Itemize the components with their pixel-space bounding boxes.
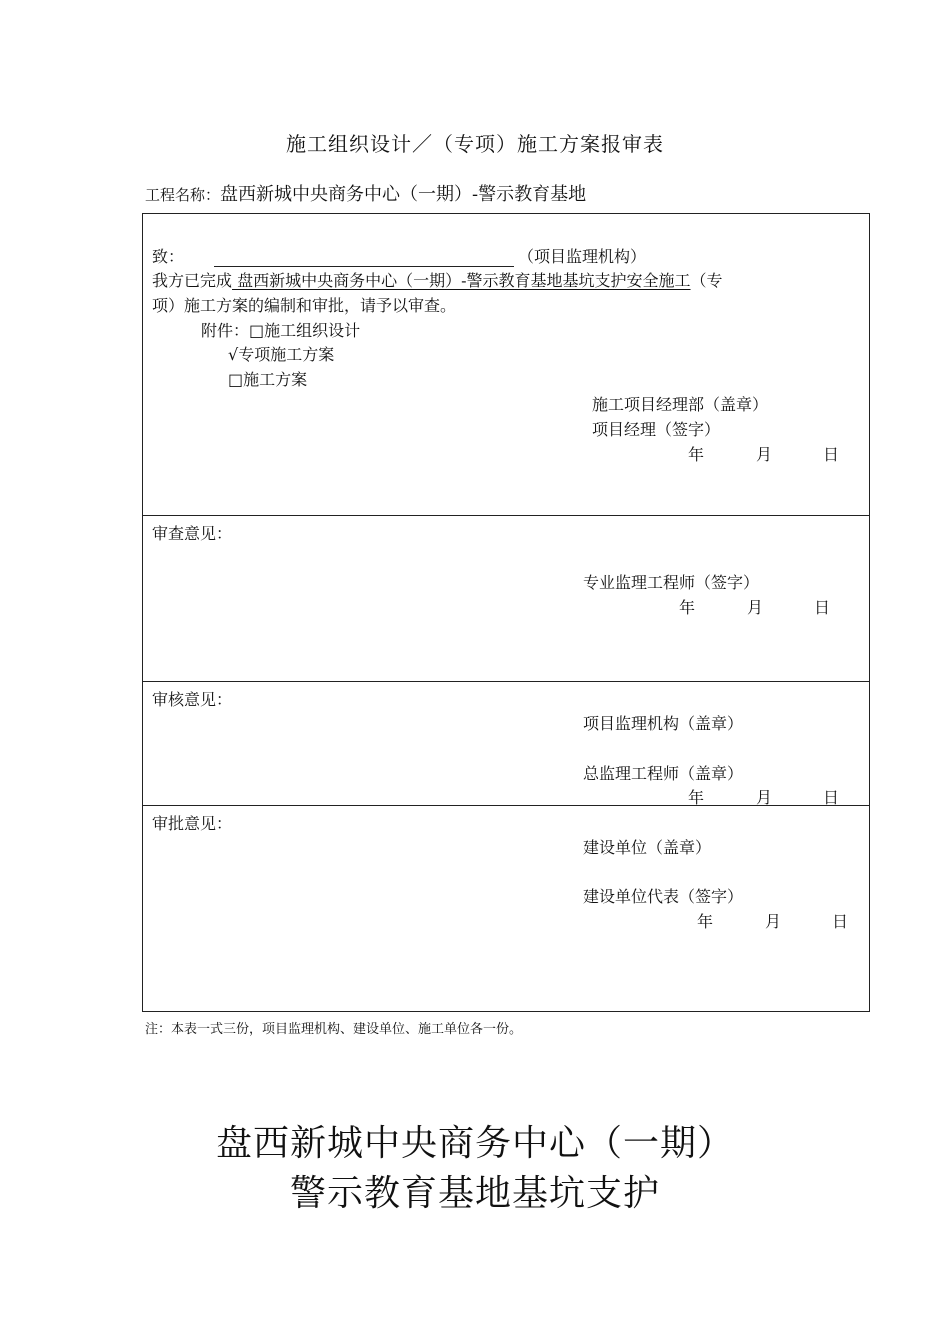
recipient-suffix: （项目监理机构）: [518, 247, 647, 266]
completion-project-name: 盘西新城中央商务中心（一期）-警示教育基地基坑支护安全施工: [232, 271, 691, 290]
approval-opinion-section: [143, 805, 869, 1012]
project-name-value: 盘西新城中央商务中心（一期）-警示教育基地: [220, 184, 587, 205]
date-year: 年: [697, 912, 714, 931]
cover-title-line2: 警示教育基地基坑支护: [289, 1173, 660, 1214]
attachments-label: 附件：: [201, 321, 250, 340]
contractor-seal-label: 施工项目经理部（盖章）: [592, 395, 769, 414]
supervision-agency-seal-label: 项目监理机构（盖章）: [583, 714, 744, 733]
footnote: 注：本表一式三份，项目监理机构、建设单位、施工单位各一份。: [145, 1022, 523, 1037]
owner-seal-label: 建设单位（盖章）: [583, 838, 712, 857]
owner-representative-signature-label: 建设单位代表（签字）: [583, 887, 744, 906]
supervising-engineer-signature-label: 专业监理工程师（签字）: [583, 573, 760, 592]
submission-section: [143, 214, 869, 515]
recipient-row: [152, 244, 646, 267]
date-day: 日: [832, 912, 849, 931]
date-month: 月: [756, 788, 773, 807]
review-opinion-label: 审查意见：: [152, 524, 233, 543]
date-month: 月: [756, 445, 773, 464]
recipient-blank-field[interactable]: [214, 248, 514, 267]
completion-suffix: （专: [690, 271, 723, 290]
project-manager-signature-label: 项目经理（签字）: [592, 420, 721, 439]
review-form-table: [142, 213, 870, 1012]
completion-prefix: 我方已完成: [152, 271, 233, 290]
date-day: 日: [823, 445, 840, 464]
date-year: 年: [688, 445, 705, 464]
date-month: 月: [747, 598, 764, 617]
project-name-label: 工程名称：: [145, 186, 221, 204]
attachment-construction-design-checkbox[interactable]: □施工组织设计: [249, 321, 361, 340]
date-month: 月: [765, 912, 782, 931]
audit-opinion-label: 审核意见：: [152, 690, 233, 709]
recipient-label: 致：: [152, 247, 185, 266]
completion-statement-line2: 项）施工方案的编制和审批，请予以审查。: [152, 296, 457, 315]
cover-title-line1: 盘西新城中央商务中心（一期）: [215, 1123, 734, 1164]
approval-opinion-label: 审批意见：: [152, 814, 233, 833]
review-opinion-section: [143, 515, 869, 682]
date-day: 日: [823, 788, 840, 807]
form-title: 施工组织设计／（专项）施工方案报审表: [286, 132, 664, 156]
date-day: 日: [814, 598, 831, 617]
attachment-special-plan-checkbox[interactable]: √专项施工方案: [228, 345, 335, 364]
date-year: 年: [679, 598, 696, 617]
chief-engineer-seal-label: 总监理工程师（盖章）: [583, 764, 744, 783]
audit-opinion-section: [143, 681, 869, 806]
project-name-row: [145, 180, 586, 206]
completion-statement: [152, 268, 723, 291]
attachment-construction-plan-checkbox[interactable]: □施工方案: [228, 370, 308, 389]
attachments-row: [201, 318, 360, 341]
date-year: 年: [688, 788, 705, 807]
